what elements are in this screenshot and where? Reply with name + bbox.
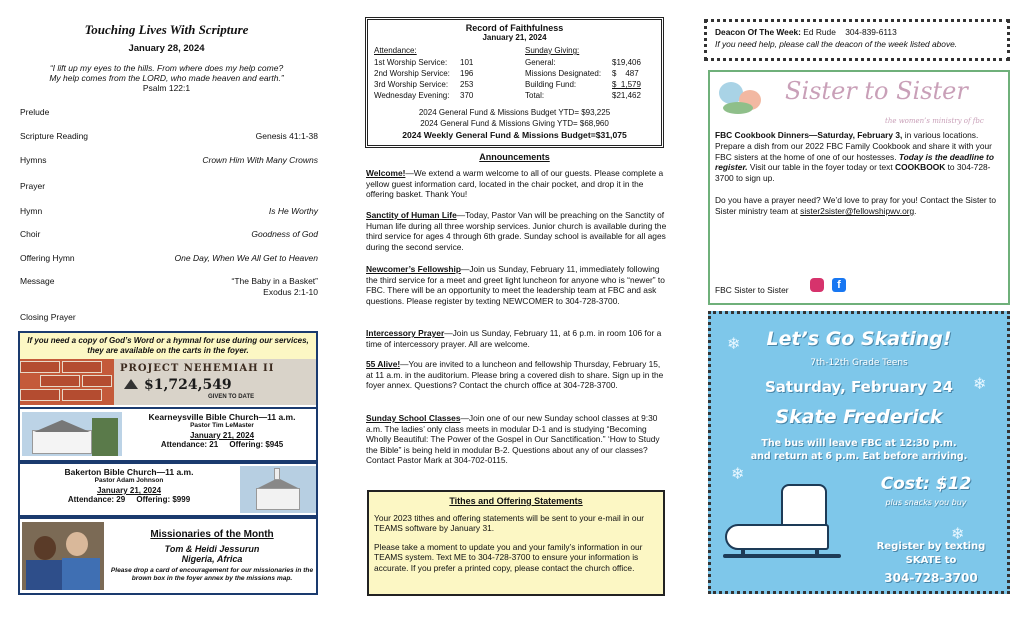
announcement-item: 55 Alive!—You are invited to a luncheon and fellowship Thursday, February 15, at 11 a.m. in the auditorium. Please bring a covered dish to share. Sign up in the foyer annex. Questions? Contact the church office at 304-728-3700. <box>366 359 664 391</box>
skate-title: Let’s Go Skating! <box>766 328 952 350</box>
church-date: January 21, 2024 <box>189 431 255 440</box>
budget-line: 2024 General Fund & Missions Giving YTD= $68,960 <box>420 119 609 128</box>
sister-to-sister-box <box>708 70 1010 305</box>
attendance-value: 196 <box>460 69 474 78</box>
skate-bus-1: The bus will leave FBC at 12:30 p.m. <box>761 438 957 449</box>
sister-footer: FBC Sister to Sister <box>715 285 789 295</box>
project-amount: $1,724,549 <box>144 377 232 393</box>
skate-phone: 304-728-3700 <box>884 571 978 585</box>
snowflake-icon: ❄ <box>951 526 965 543</box>
sister-logo <box>715 72 1003 130</box>
record-date: January 21, 2024 <box>482 33 547 42</box>
snowflake-icon: ❄ <box>727 336 741 353</box>
sister-paragraph-1: FBC Cookbook Dinners—Saturday, February 3, in various locations. Prepare a dish from our 2022 FBC Family Cookbook and share it with your FBC sisters at the home of one of our hostesses. Today is the deadline to register. Visit our table in the foyer today or text COOKBOOK to 304-728-3700 to sign up. <box>715 130 994 184</box>
sister-logo-title: Sister to Sister <box>785 77 968 105</box>
missionaries-box <box>18 517 318 595</box>
church-photo <box>240 466 316 513</box>
attendance-heading: Attendance: <box>374 46 417 55</box>
giving-label: Missions Designated: <box>525 69 602 78</box>
giving-label: Total: <box>525 91 545 100</box>
deacon-note: If you need help, please call the deacon of the week listed above. <box>715 39 958 49</box>
deacon-phone: 304-839-6113 <box>845 27 897 37</box>
order-title: Touching Lives With Scripture <box>84 22 249 37</box>
announcement-item: Intercessory Prayer—Join us Sunday, February 11, at 6 p.m. in room 106 for a time of intercessory prayer. All are welcome. <box>366 328 662 349</box>
church-offering: Offering: $945 <box>229 440 284 449</box>
bible-note-box <box>18 331 318 409</box>
missionaries-photo <box>22 522 104 590</box>
leaf-icon <box>723 102 753 114</box>
service-item: Prayer <box>20 181 46 191</box>
giving-value: $ 487 <box>612 69 639 78</box>
attendance-value: 101 <box>460 58 474 67</box>
tithes-p1: Your 2023 tithes and offering statements will be sent to your e-mail in our TEAMS software by January 31. <box>374 512 645 534</box>
church-name: Bakerton Bible Church—11 a.m. <box>64 467 194 477</box>
announcements-title: Announcements <box>479 152 550 162</box>
attendance-label: 2nd Worship Service: <box>374 69 450 78</box>
giving-heading: Sunday Giving: <box>525 46 580 55</box>
verse-line-2: My help comes from the LORD, who made heaven and earth.” <box>49 73 284 83</box>
bible-note: If you need a copy of God’s Word or a hymnal for use during our services, they are available on the carts in the foyer. <box>20 333 316 359</box>
giving-value: $ 1,579 <box>612 80 641 89</box>
service-item: Hymn Is He Worthy <box>20 206 318 216</box>
church-card-bakerton <box>18 462 318 517</box>
giving-value: $21,462 <box>612 91 641 100</box>
sister-paragraph-2: Do you have a prayer need? We’d love to pray for you! Contact the Sister to Sister ministry team at sister2sister@fellowshipwv.org. <box>715 194 997 216</box>
deacon-name: Ed Rude <box>803 27 836 37</box>
tithes-title: Tithes and Offering Statements <box>449 496 583 506</box>
skate-cost-sub: plus snacks you buy <box>885 498 967 507</box>
record-title: Record of Faithfulness <box>465 23 564 33</box>
church-name: Kearneysville Bible Church—11 a.m. <box>148 412 296 422</box>
skate-grades: 7th-12th Grade Teens <box>810 358 908 368</box>
attendance-value: 370 <box>460 91 474 100</box>
verse-ref: Psalm 122:1 <box>142 83 191 93</box>
missionaries-names: Tom & Heidi Jessurun <box>164 544 260 554</box>
skate-cost: Cost: $12 <box>880 474 972 494</box>
service-item: Message “The Baby in a Basket” Exodus 2:1-10 <box>20 276 318 297</box>
attendance-label: 3rd Worship Service: <box>374 80 449 89</box>
church-photo <box>22 412 122 456</box>
skate-register-2: SKATE to <box>905 555 957 566</box>
order-of-service-column <box>14 0 319 93</box>
announcement-item: Sunday School Classes—Join one of our new Sunday school classes at 9:30 a.m. The ladies’ only class meets in modular D-1 and is studying “Becoming Wholly Beautiful: The Power of the Gospel in Our Sanctification.” ‘How to Study the Bible” is being held in modular B-2. Questions about any of our classes? Contact Pastor Mark at 304-702-0115. <box>366 413 660 466</box>
order-date: January 28, 2024 <box>128 43 205 54</box>
church-card-kearneysville <box>18 409 318 462</box>
church-attendance: Attendance: 21 <box>160 440 219 449</box>
facebook-icon[interactable]: f <box>832 278 846 292</box>
attendance-label: 1st Worship Service: <box>374 58 448 67</box>
project-banner <box>20 359 316 405</box>
announcement-item: Sanctity of Human Life—Today, Pastor Van will be preaching on the Sanctity of Human life during all three worship services. Junior church is available during the third service for ages 4 through 6th grade. Sunday school is available for all ages during the second service. <box>366 210 667 252</box>
snowflake-icon: ❄ <box>731 466 745 483</box>
church-pastor: Pastor Adam Johnson <box>94 477 164 484</box>
snowflake-icon: ❄ <box>973 376 987 393</box>
attendance-label: Wednesday Evening: <box>374 91 450 100</box>
tithes-box <box>367 490 665 596</box>
church-offering: Offering: $999 <box>136 495 191 504</box>
arrow-up-icon <box>124 379 138 389</box>
service-item: Closing Prayer <box>20 312 76 322</box>
attendance-value: 253 <box>460 80 474 89</box>
service-item: Hymns Crown Him With Many Crowns <box>20 155 318 165</box>
church-date: January 21, 2024 <box>96 486 162 495</box>
skate-flyer <box>708 311 1010 594</box>
church-attendance: Attendance: 29 <box>67 495 126 504</box>
sister-logo-sub: the women’s ministry of fbc <box>885 117 984 125</box>
giving-value: $19,406 <box>612 58 641 67</box>
deacon-box <box>704 19 1010 61</box>
verse-line-1: “I lift up my eyes to the hills. From where does my help come? <box>49 63 284 73</box>
deacon-label: Deacon Of The Week: <box>715 27 801 37</box>
budget-line: 2024 General Fund & Missions Budget YTD= $93,225 <box>418 108 611 117</box>
church-pastor: Pastor Tim LeMaster <box>190 422 254 429</box>
missionaries-note: Please drop a card of encouragement for our missionaries in the brown box in the foyer annex by the missions map. <box>110 567 314 582</box>
sister-email[interactable]: sister2sister@fellowshipwv.org <box>800 205 915 216</box>
announcement-item: Newcomer’s Fellowship—Join us Sunday, February 11, immediately following the third service for a meet and greet light luncheon for anyone who is “newer” to FBC. There will be an opportunity to meet the leadership team at FBC and ask questions. Please register by texting NEWCOMER to 304-728-3700. <box>366 264 665 306</box>
service-item: Offering Hymn One Day, When We All Get to Heaven <box>20 253 318 263</box>
project-name: PROJECT NEHEMIAH II <box>120 363 275 374</box>
skate-date: Saturday, February 24 <box>764 378 954 396</box>
project-sub: GIVEN TO DATE <box>208 394 255 400</box>
service-item: Choir Goodness of God <box>20 229 318 239</box>
missionaries-place: Nigeria, Africa <box>181 554 243 564</box>
service-item: Scripture Reading Genesis 41:1-38 <box>20 131 318 141</box>
skate-place: Skate Frederick <box>775 406 943 428</box>
giving-label: Building Fund: <box>525 80 577 89</box>
record-of-faithfulness <box>365 17 664 148</box>
budget-line: 2024 Weekly General Fund & Missions Budget=$31,075 <box>402 130 627 140</box>
instagram-icon[interactable] <box>810 278 824 292</box>
announcement-item: Welcome!—We extend a warm welcome to all of our guests. Please complete a yellow guest information card, located in the chair pocket, and drop it in the offering basket. Thank You! <box>366 168 664 200</box>
skate-register-1: Register by texting <box>876 541 986 552</box>
service-item: Prelude <box>20 107 50 117</box>
missionaries-title: Missionaries of the Month <box>150 529 274 540</box>
skate-bus-2: and return at 6 p.m. Eat before arriving. <box>750 451 968 462</box>
giving-label: General: <box>525 58 556 67</box>
tithes-p2: Please take a moment to update you and your family’s information in our TEAMS system. Text ME to 304-728-3700 to ensure your information is accurate. If you prefer a printed copy, please contact the church office. <box>374 541 643 573</box>
